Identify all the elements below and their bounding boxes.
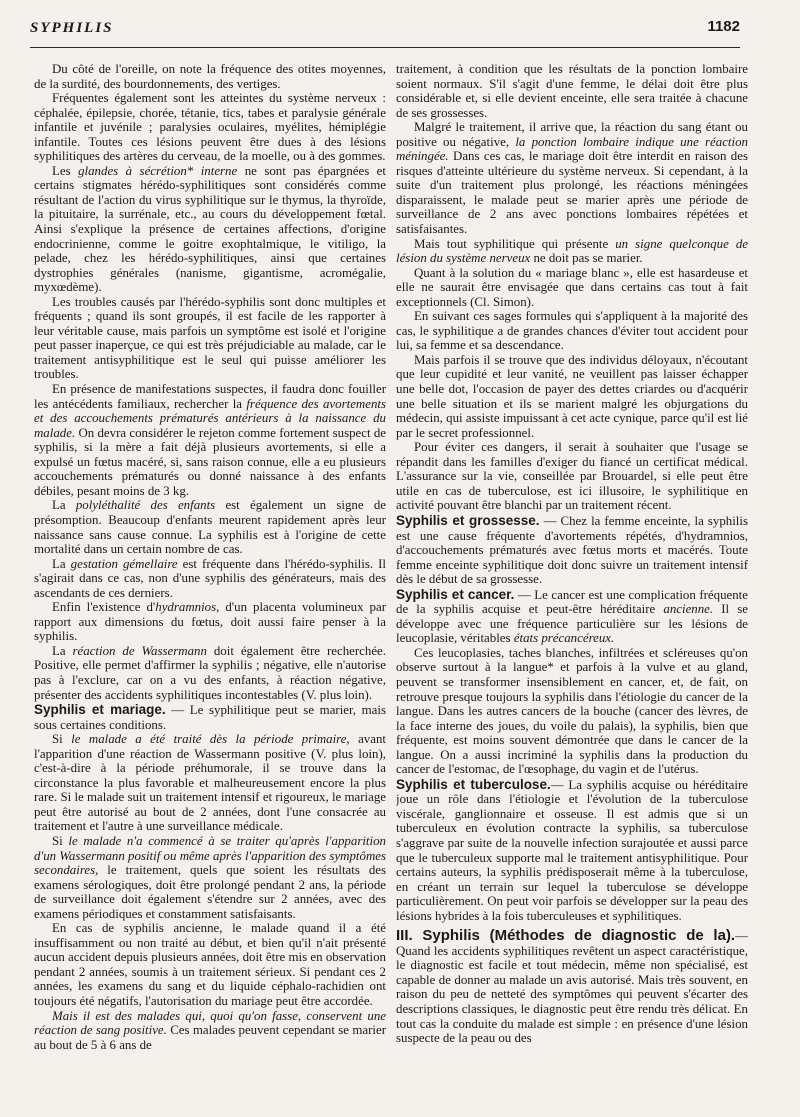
paragraph: En suivant ces sages formules qui s'appliquent à la majorité des cas, le syphilitique a de grandes chances d'éviter tout accident pour lui, sa femme et sa descendance. xyxy=(396,309,748,353)
paragraph: Si le malade a été traité dès la période primaire, avant l'apparition d'une réaction de Wassermann positive (V. plus loin), c'est-à-dire à la période préhumorale, il se trouve dans la circonstance la plus favorable et malheureusement encore la plus rare. Si le malade suit un traitement intensif et rigoureux, le mariage peut être autorisé au bout de 2 années, dont l'une consacrée au traitement et l'autre à une surveillance médicale. xyxy=(34,732,386,834)
section-heading: Syphilis et mariage. xyxy=(34,702,166,718)
page-number: 1182 xyxy=(707,18,740,35)
section-heading: III. Syphilis (Méthodes de diagnostic de la). xyxy=(396,927,736,945)
paragraph: Quant à la solution du « mariage blanc », elle est hasardeuse et elle ne saurait être envisagée que dans certains cas tout à fait exceptionnels (Cl. Simon). xyxy=(396,265,748,309)
paragraph: La gestation gémellaire est fréquente dans l'hérédo-syphilis. Il s'agirait dans ce cas, non d'une syphilis des générateurs, mais des ascendants de ces derniers. xyxy=(34,556,386,600)
section-syphilis-tuberculose: Syphilis et tuberculose.— La syphilis acquise ou héréditaire joue un rôle dans l'étiologie et l'évolution de la tuberculose viscérale, ganglionnaire et osseuse. Il est admis que si un tuberculeux en évolution contracte la syphilis, sa tuberculose s'aggrave par suite de la nouvelle infection surajoutée et aussi parce que le tuberculeux supporte mal le traitement antisyphilitique. Pour certains auteurs, la syphilis prédisposerait même à la tuberculose, en créant un terrain sur lequel la tuberculose se développe particulièrement. On peut voir parfois se développer sur la peau des lésions hybrides à la fois tuberculeuses et syphilitiques. xyxy=(396,776,748,923)
section-heading: Syphilis et tuberculose. xyxy=(396,776,551,792)
header-rule xyxy=(30,47,740,48)
section-heading: Syphilis et cancer. xyxy=(396,586,515,602)
section-heading: Syphilis et grossesse. xyxy=(396,512,540,528)
paragraph: En cas de syphilis ancienne, le malade quand il a été insuffisamment ou non traité au début, et bien qu'il n'ait présenté aucun accident depuis plusieurs années, doit être mis en observation pendant 2 années, soumis à un traitement sérieux. Si pendant ces 2 années, les examens du sang et du liquide céphalo-rachidien ont toujours été négatifs, l'autorisation du mariage peut être accordée. xyxy=(34,921,386,1008)
paragraph: Enfin l'existence d'hydramnios, d'un placenta volumineux par rapport aux dimensions du fœtus, doit aussi faire penser à la syphilis. xyxy=(34,600,386,644)
paragraph: Du côté de l'oreille, on note la fréquence des otites moyennes, de la surdité, des bourdonnements, des vertiges. xyxy=(34,62,386,91)
paragraph: Les glandes à sécrétion* interne ne sont pas épargnées et certains stigmates hérédo-syphilitiques sont considérés comme résultant de l'action du virus syphilitique sur le thymus, la thyroïde, la pituitaire, la surrénale, etc., au cours du développement fœtal. Ainsi s'explique la présence de certaines affections, d'origine endocrinienne, comme le goitre exophtalmique, le vitiligo, la pelade, chez les hérédo-syphilitiques, ainsi que certaines dystrophies générales (nanisme, gigantisme, acromégalie, myxœdème). xyxy=(34,163,386,295)
paragraph: La polyléthalité des enfants est également un signe de présomption. Beaucoup d'enfants meurent rapidement après leur naissance sans cause connue. La syphilis est à l'origine de cette mortalité dans un certain nombre de cas. xyxy=(34,498,386,557)
running-head: SYPHILIS xyxy=(30,20,114,36)
paragraph: Mais il est des malades qui, quoi qu'on fasse, conservent une réaction de sang positive. Ces malades peuvent cependant se marier au bout de 5 à 6 ans de xyxy=(34,1008,386,1052)
paragraph: Mais parfois il se trouve que des individus déloyaux, n'écoutant que leur cupidité et leur vanité, ne veuillent pas laisser échapper une belle dot, l'occasion de payer des dettes criardes ou d'acquérir une belle situation et ils se marient malgré les objurgations du médecin, qui assiste impuissant à cet acte cynique, parce qu'il est lié par le secret professionnel. xyxy=(396,352,748,440)
paragraph: Fréquentes également sont les atteintes du système nerveux : céphalée, épilepsie, chorée, tétanie, tics, tabes et paralysie générale infantile et juvénile ; paralysies oculaires, myélites, hémiplégie infantile. Toutes ces lésions peuvent être dues à des lésions syphilitiques des artères du cerveau, de la moelle, ou à des gommes. xyxy=(34,91,386,164)
page-header xyxy=(30,18,740,44)
paragraph: traitement, à condition que les résultats de la ponction lombaire soient normaux. S'il s'agit d'une femme, le délai doit être plus considérable et, si elle devient enceinte, elle sera traitée à chacune de ses grossesses. xyxy=(396,62,748,120)
paragraph: Malgré le traitement, il arrive que, la réaction du sang étant ou positive ou négative, la ponction lombaire indique une réaction méningée. Dans ces cas, le mariage doit être interdit en raison des risques d'atteinte ultérieure du système nerveux. Si cependant, à la suite d'un traitement plus prolongé, les réactions méningées disparaissent, le malade peut se marier après une période de surveillance de 2 ans avec ponctions lombaires répétées et satisfaisantes. xyxy=(396,120,748,237)
section-syphilis-cancer: Syphilis et cancer. — Le cancer est une complication fréquente de la syphilis acquise et peut-être héréditaire ancienne. Il se développe avec une fréquence particulière sur les lésions de leucoplasie, véritables états précancéreux. xyxy=(396,586,748,646)
section-syphilis-grossesse: Syphilis et grossesse. — Chez la femme enceinte, la syphilis est une cause fréquente d'avortements répétés, d'hydramnios, d'accouchements prématurés avec fœtus morts et macérés. Toute femme enceinte syphilitique doit donc suivre un traitement intensif dès le début de sa grossesse. xyxy=(396,512,748,587)
left-column xyxy=(34,62,386,1101)
paragraph: La réaction de Wassermann doit également être recherchée. Positive, elle permet d'affirmer la syphilis ; négative, elle n'autorise pas à l'exclure, car on a vu des enfants, à réaction négative, présenter des accidents syphilitiques incontestables (V. plus loin). xyxy=(34,643,386,702)
paragraph: Si le malade n'a commencé à se traiter qu'après l'apparition d'un Wassermann positif ou même après l'apparition des symptômes secondaires, le traitement, quels que soient les résultats des examens sérologiques, doit être prolongé pendant 2 ans, la période de surveillance doit également s'étendre sur 2 années, avec des examens périodiques et constamment satisfaisants. xyxy=(34,833,386,921)
paragraph: Pour éviter ces dangers, il serait à souhaiter que l'usage se répandit dans les familles d'exiger du fiancé un certificat médical. L'assurance sur la vie, conseillée par Brouardel, si elle peut être utile en cas de tuberculose, est ici illusoire, le syphilitique en activité pouvant être blanchi par un traitement récent. xyxy=(396,440,748,513)
paragraph: Mais tout syphilitique qui présente un signe quelconque de lésion du système nerveux ne doit pas se marier. xyxy=(396,236,748,266)
section-methodes-diagnostic: III. Syphilis (Méthodes de diagnostic de la).— Quand les accidents syphilitiques revêtent un aspect caractéristique, le diagnostic est facile et tout médecin, même non spécialisé, est capable de donner au malade un avis autorisé. Mais très souvent, en raison du peu de netteté des symptômes qui peuvent s'écarter des descriptions classiques, le diagnostic peut être rendu très délicat. En tout cas la conduite du malade est simple : en présence d'une lésion suspecte de la peau ou des xyxy=(396,927,748,1046)
right-column xyxy=(396,62,748,1101)
paragraph: En présence de manifestations suspectes, il faudra donc fouiller les antécédents familiaux, rechercher la fréquence des avortements et des accouchements prématurés antérieurs à la naissance du malade. On devra considérer le rejeton comme fortement suspect de syphilis, si la mère a fait déjà plusieurs avortements, si elle a expulsé un fœtus macéré, si, sans raison connue, elle a eu plusieurs accouchements prématurés ou donné naissance à des enfants débiles, pesant moins de 3 kg. xyxy=(34,382,386,498)
paragraph: Ces leucoplasies, taches blanches, infiltrées et sclérеuses qu'on observe surtout à la langue* et parfois à la vulve et au gland, peuvent se transformer insensiblement en cancer, et, de fait, on retrouve presque toujours la syphilis dans l'étiologie du cancer de la langue. Dans les autres cancers de la bouche (cancer des lèvres, de la face interne des joues, du voile du palais), la syphilis, bien que fréquente, est moins souvent démontrée que dans le cancer de la langue. On a aussi incriminé la syphilis dans la production du cancer de l'estomac, de l'œsophage, du vagin et de l'utérus. xyxy=(396,645,748,777)
paragraph: Les troubles causés par l'hérédo-syphilis sont donc multiples et fréquents ; quand ils sont groupés, il est facile de les rapporter à leur véritable cause, mais parfois un symptôme est isolé et l'origine peut passer inaperçue, ce qui est très préjudiciable au malade, car le traitement antisyphilitique est le seul qui puisse améliorer les troubles. xyxy=(34,294,386,382)
section-syphilis-mariage: Syphilis et mariage. — Le syphilitique peut se marier, mais sous certaines conditions. xyxy=(34,702,386,732)
